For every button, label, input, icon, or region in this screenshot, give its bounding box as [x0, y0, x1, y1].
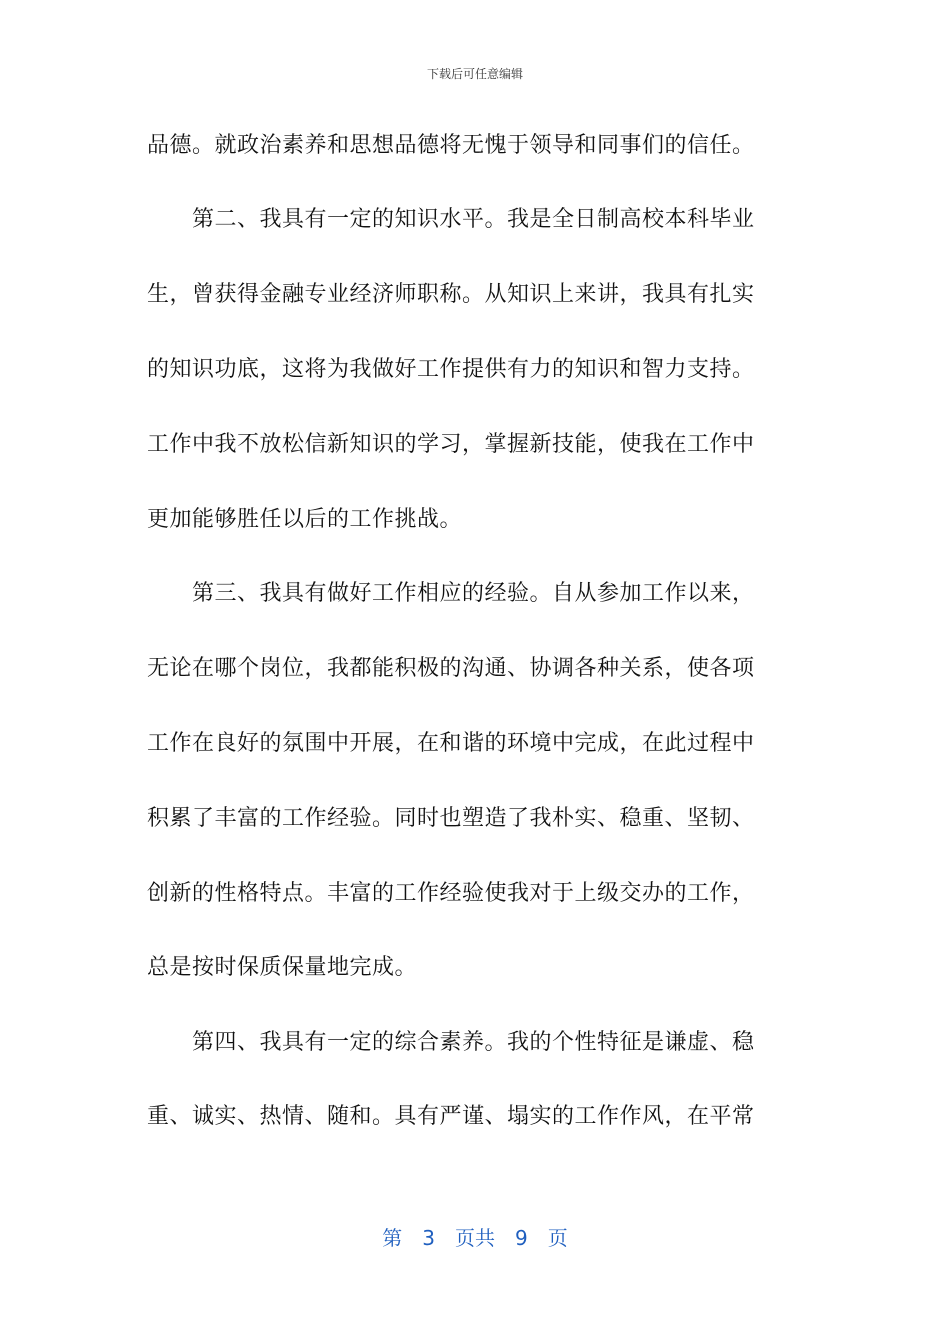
text-line: 创新的性格特点。丰富的工作经验使我对于上级交办的工作，	[147, 881, 755, 906]
text-line: 工作在良好的氛围中开展，在和谐的环境中完成，在此过程中	[147, 731, 755, 756]
paragraph-start-line: 第二、我具有一定的知识水平。我是全日制高校本科毕业	[192, 207, 755, 232]
text-line: 工作中我不放松信新知识的学习，掌握新技能，使我在工作中	[147, 432, 755, 457]
page-number-footer	[0, 1224, 950, 1252]
text-line: 总是按时保质保量地完成。	[147, 955, 418, 980]
text-line: 积累了丰富的工作经验。同时也塑造了我朴实、稳重、坚韧、	[147, 806, 755, 831]
page-number-text: 第 3 页共 9 页	[382, 1226, 568, 1250]
page-header: 下载后可任意编辑	[426, 67, 523, 81]
paragraph-start-line: 第三、我具有做好工作相应的经验。自从参加工作以来，	[192, 581, 755, 606]
text-line: 生，曾获得金融专业经济师职称。从知识上来讲，我具有扎实	[147, 282, 755, 307]
text-line: 品德。就政治素养和思想品德将无愧于领导和同事们的信任。	[147, 133, 755, 158]
text-line: 重、诚实、热情、随和。具有严谨、塌实的工作作风，在平常	[147, 1104, 755, 1129]
paragraph-start-line: 第四、我具有一定的综合素养。我的个性特征是谦虚、稳	[192, 1030, 755, 1055]
text-line: 的知识功底，这将为我做好工作提供有力的知识和智力支持。	[147, 357, 755, 382]
text-line: 更加能够胜任以后的工作挑战。	[147, 507, 463, 532]
text-line: 无论在哪个岗位，我都能积极的沟通、协调各种关系，使各项	[147, 656, 755, 681]
